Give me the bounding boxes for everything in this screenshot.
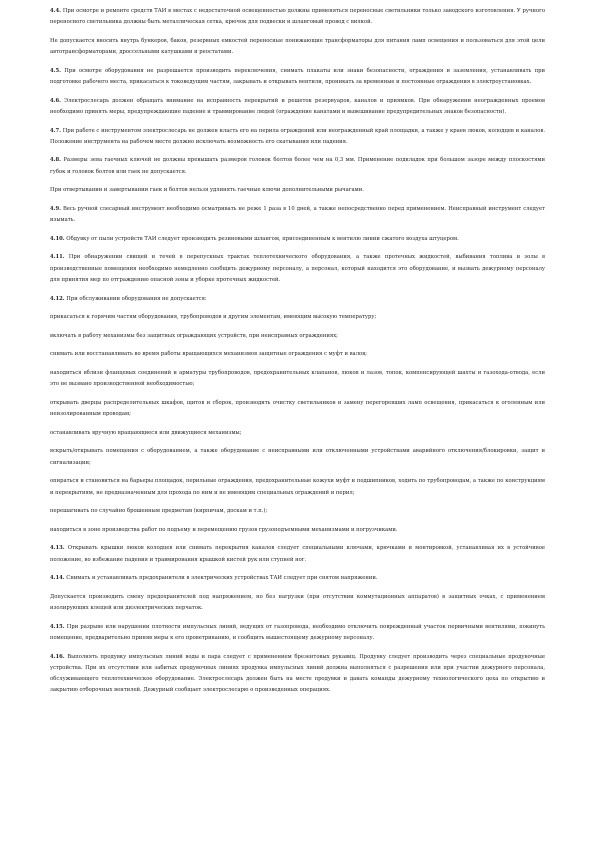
paragraph-text: Не допускается вносить внутрь бункеров, баков, резервных емкостей переносные понижающие трансформаторы для питания ламп освещения и пользоваться для этой цели автотрансформаторами, дроссельными катушками и реостатами. (50, 37, 545, 56)
paragraph-text: При работе с инструментом электрослесарь не должен класть его на перила ограждений или неогражденный край площадки, а также у краев люков, колодцев и каналов. Положение инструмента на рабочем месте должно исключать возможность его скатывания или падения. (50, 127, 545, 145)
paragraph-text: При разрыве или нарушении плотности импульсных линий, ведущих от газопровода, необходимо отключить поврежденный участок первичными вентилями, покинуть помещение, предварительно приняв меры к его проветриванию, и сообщить вышестоящему дежурному персоналу. (50, 623, 545, 641)
paragraph-number: 4.13. (50, 545, 65, 552)
list-item (50, 525, 545, 536)
paragraph-number: 4.6. (50, 97, 61, 104)
paragraph-text: открывать дверцы распределительных шкафов, щитов и сборок, производить очистку светильников и замену перегоревших ламп освещения, прикасаться к оголенным или неизолированным проводам; (50, 399, 545, 418)
paragraph-4-4-note (50, 36, 545, 59)
paragraph-text: При осмотре оборудования не разрешается производить переключения, снимать плакаты или знаки безопасности, ограждения и заземления, устанавливать при подготовке рабочего места, прикасаться к токоведущим частям, закрывать и открывать вентили, проникать за временные и постоянные ограждения в электроустановках. (50, 67, 545, 86)
paragraph-number: 4.9. (50, 205, 61, 212)
paragraph-text: При отвертывании и завертывании гаек и болтов нельзя удлинять гаечные ключи дополнительными рычагами. (50, 187, 364, 194)
paragraph-number: 4.7. (50, 127, 61, 134)
paragraph-text: Снимать и устанавливать предохранители в электрических устройствах ТАИ следует при снятом напряжении. (66, 575, 378, 582)
list-item (50, 428, 545, 439)
paragraph-4-14 (50, 573, 545, 584)
paragraph-text: опираться и становиться на барьеры площадок, перильные ограждения, предохранительные кожухи муфт и подшипников, ходить по трубопроводам, а также по конструкциям и перекрытиям, не предназначенным для прохода по ним и не имеющим специальных ограждений и перил; (50, 478, 545, 496)
paragraph-number: 4.10. (50, 235, 65, 242)
paragraph-4-12 (50, 294, 545, 305)
paragraph-text: перешагивать по случайно брошенным предметам (кирпичам, доскам и т.п.); (50, 508, 268, 515)
paragraph-text: включать в работу механизмы без защитных ограждающих устройств, при неисправных ограждениях; (50, 332, 338, 339)
paragraph-number: 4.12. (50, 295, 65, 302)
paragraph-number: 4.11. (50, 254, 65, 261)
list-item (50, 312, 545, 323)
paragraph-number: 4.16. (50, 653, 65, 660)
list-item (50, 331, 545, 342)
paragraph-text: Открывать крышки люков колодцев или снимать перекрытия каналов следует специальными ключами, крючками и монтировкой, устанавливая их в устойчивое положение, во избежание падения и травмирования крышкой кистей рук или ступней ног. (50, 545, 545, 563)
paragraph-4-7 (50, 126, 545, 149)
paragraph-4-15 (50, 622, 545, 645)
paragraph-number: 4.5. (50, 67, 61, 74)
paragraph-4-8-note (50, 185, 545, 196)
paragraph-text: Обдувку от пыли устройств ТАИ следует производить резиновыми шлангом, присоединенным к вентилю линии сжатого воздуха штуцером. (66, 235, 459, 242)
paragraph-number: 4.8. (50, 157, 61, 164)
paragraph-text: останавливать вручную вращающиеся или движущиеся механизмы; (50, 429, 242, 436)
paragraph-text: Допускается производить смену предохранителей под напряжением, но без нагрузки (при отсутствии коммутационных аппаратов) в защитных очках, с применением изолирующих клещей или диэлектрических перчаток. (50, 593, 545, 612)
paragraph-4-4 (50, 6, 545, 29)
paragraph-4-14-note (50, 592, 545, 615)
paragraph-4-13 (50, 543, 545, 566)
paragraph-4-5 (50, 66, 545, 89)
list-item (50, 446, 545, 469)
paragraph-number: 4.14. (50, 575, 65, 582)
paragraph-4-8 (50, 155, 545, 178)
paragraph-text: Выполнять продувку импульсных линий воды и пара следует с применением брезентовых рукавиц. Продувку следует производить через специальные продувочные устройства. При их отсутствии или забитых продувочных линиях продувка импульсных линий должна выполняться с разрешения или при участии дежурного персонала, обслуживающего теплотехническое оборудование. Электрослесарь должен быть на месте продувки и давать команды дежурному технологического цеха по открытию и закрытию отборочных вентилей. Дежурный сообщает электрослесарю о произведенных операциях. (50, 653, 545, 694)
paragraph-number: 4.4. (50, 8, 61, 14)
paragraph-text: снимать или восстанавливать во время работы вращающихся механизмов защитные ограждения с муфт и валов; (50, 351, 367, 358)
paragraph-4-16 (50, 652, 545, 697)
paragraph-text: Электрослесарь должен обращать внимание на исправность перекрытий и решеток резервуаров, каналов и приямков. При обнаружении неогражденных проемов необходимо принять меры, предупреждающие падение и травмирование людей (ограждение канатами и вывешивание предупредительных знаков безопасности). (50, 97, 545, 115)
paragraph-text: При обслуживании оборудования не допускается: (66, 295, 207, 302)
paragraph-text: Размеры зева гаечных ключей не должны превышать размеров головок болтов более чем на 0,3 мм. Применение подкладок при большом зазоре между плоскостями губок и головок болтов или гаек не допускается. (50, 157, 545, 175)
paragraph-text: находиться в зоне производства работ по подъему и перемещению грузов грузоподъемными механизмами и погрузчиками. (50, 526, 398, 533)
paragraph-text: При осмотре и ремонте средств ТАИ в местах с недостаточной освещенностью должны применяться переносные светильники только заводского изготовления. У ручного переносного светильника должны быть металлическая сетка, крючок для подвески и шланговый провод с вилкой. (50, 8, 545, 26)
paragraph-text: При обнаружении свищей и течей в перепускных трактах теплотехнического оборудования, а также протечных жидкостей, выбивания топлива и золы в производственные помещения необходимо немедленно сообщить дежурному персоналу, а персонал, который находится это оборудование, и вызвать дежурному персоналу для принятия мер по отграждению опасной зоны и уборке протечных жидкостей. (50, 254, 546, 284)
paragraph-text: Весь ручной слесарный инструмент необходимо осматривать не реже 1 раза в 10 дней, а также непосредственно перед применением. Неисправный инструмент следует изымать. (50, 205, 545, 224)
paragraph-text: вскрыть/открывать помещения с оборудованием, а также оборудование с неисправными или отключенными устройствами аварийного отключения/блокировки, защит и сигнализации; (50, 448, 545, 466)
paragraph-text: прикасаться к горячим частям оборудования, трубопроводов и другим элементам, имеющим высокую температуру; (50, 314, 377, 321)
paragraph-text: находиться вблизи фланцевых соединений и арматуры трубопроводов, предохранительных клапанов, люков и лазов, топок, компенсирующей шахты и газохода-отвода, если это не вызвано производственной необходимостью; (50, 369, 545, 388)
list-item (50, 368, 545, 391)
paragraph-4-10 (50, 234, 545, 245)
paragraph-4-9 (50, 204, 545, 227)
paragraph-4-6 (50, 96, 545, 119)
paragraph-number: 4.15. (50, 623, 65, 630)
paragraph-4-11 (50, 252, 545, 286)
list-item (50, 349, 545, 360)
list-item (50, 506, 545, 517)
list-item (50, 398, 545, 421)
list-item (50, 476, 545, 499)
